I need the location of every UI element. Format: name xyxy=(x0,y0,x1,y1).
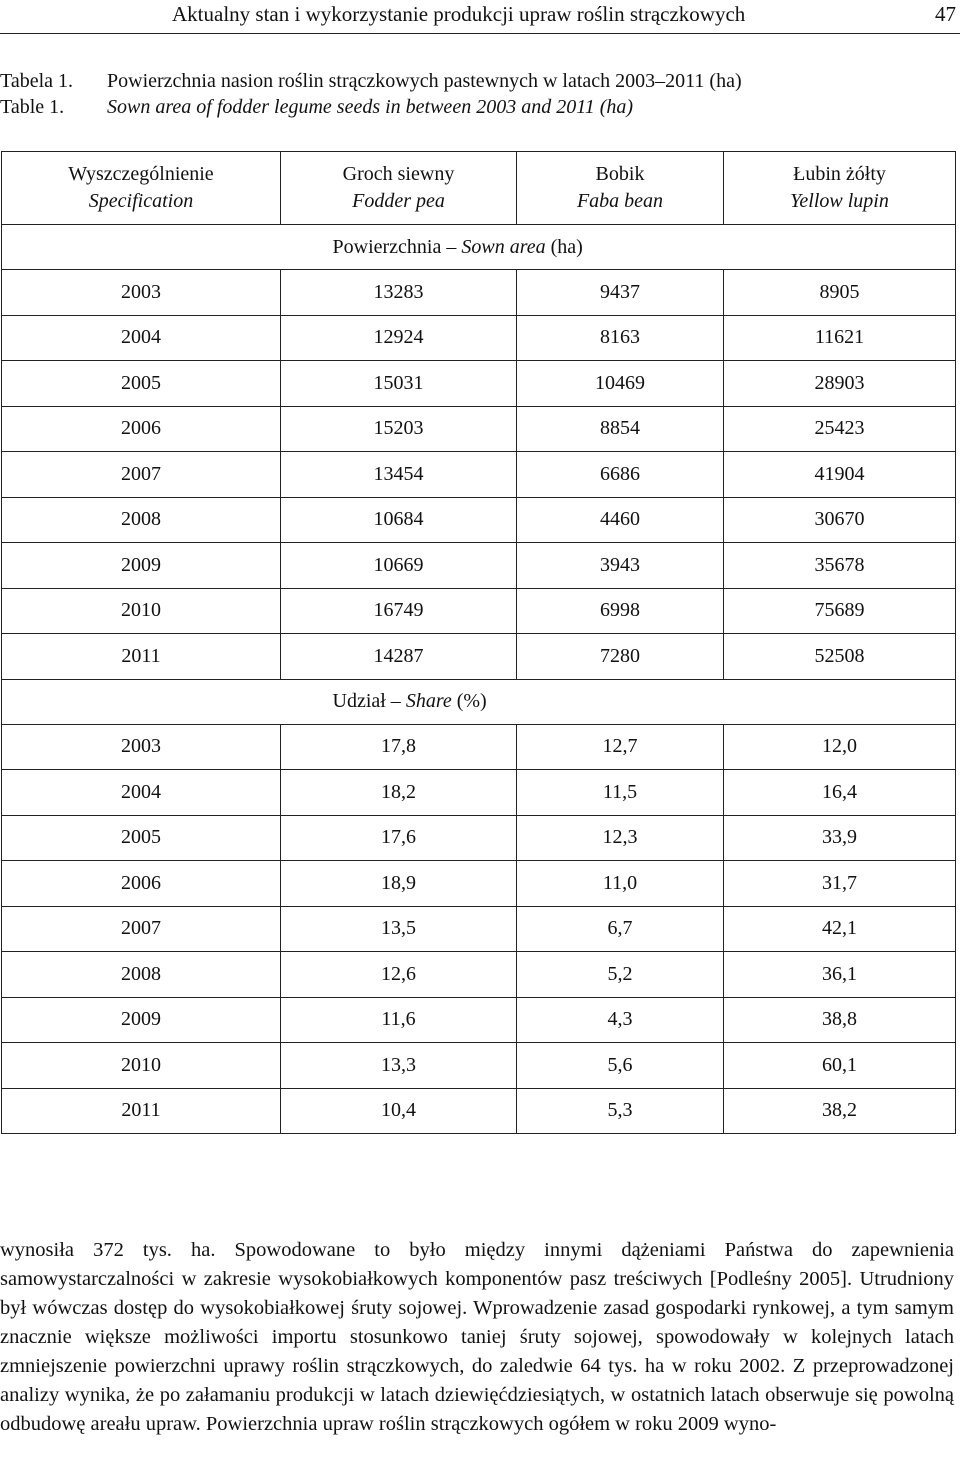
value-cell: 17,6 xyxy=(281,815,517,861)
value-cell: 4460 xyxy=(517,497,724,543)
value-cell: 15031 xyxy=(281,361,517,407)
table-row xyxy=(2,815,956,861)
value-cell: 5,6 xyxy=(517,1043,724,1089)
column-header-pl: Groch siewny xyxy=(342,163,455,185)
table-row xyxy=(2,406,956,452)
year-cell: 2008 xyxy=(2,952,281,998)
value-cell: 17,8 xyxy=(281,724,517,770)
value-cell: 5,3 xyxy=(517,1088,724,1134)
value-cell: 52508 xyxy=(724,634,956,680)
section-title-unit: (%) xyxy=(451,690,487,712)
section-spacer xyxy=(2,679,281,724)
year-cell: 2004 xyxy=(2,315,281,361)
value-cell: 18,2 xyxy=(281,770,517,816)
table-row xyxy=(2,906,956,952)
table-row xyxy=(2,770,956,816)
section-title xyxy=(281,225,956,270)
table-row xyxy=(2,270,956,316)
value-cell: 36,1 xyxy=(724,952,956,998)
value-cell: 6998 xyxy=(517,588,724,634)
year-cell: 2003 xyxy=(2,724,281,770)
table-caption xyxy=(0,68,742,120)
value-cell: 6,7 xyxy=(517,906,724,952)
value-cell: 12,7 xyxy=(517,724,724,770)
value-cell: 16749 xyxy=(281,588,517,634)
section-title-en: Sown area xyxy=(461,235,546,258)
year-cell: 2010 xyxy=(2,588,281,634)
table-row xyxy=(2,452,956,498)
year-cell: 2009 xyxy=(2,543,281,589)
value-cell: 11,5 xyxy=(517,770,724,816)
value-cell: 13,3 xyxy=(281,1043,517,1089)
value-cell: 8854 xyxy=(517,406,724,452)
value-cell: 7280 xyxy=(517,634,724,680)
table-row xyxy=(2,361,956,407)
running-header xyxy=(0,0,960,34)
value-cell: 31,7 xyxy=(724,861,956,907)
column-header-en: Fodder pea xyxy=(352,190,445,212)
value-cell: 8905 xyxy=(724,270,956,316)
year-cell: 2005 xyxy=(2,815,281,861)
value-cell: 25423 xyxy=(724,406,956,452)
column-header xyxy=(517,152,724,225)
value-cell: 11,6 xyxy=(281,997,517,1043)
year-cell: 2006 xyxy=(2,861,281,907)
section-title-en: Share xyxy=(405,690,452,712)
value-cell: 75689 xyxy=(724,588,956,634)
value-cell: 6686 xyxy=(517,452,724,498)
section-title-pl: Powierzchnia – xyxy=(332,235,462,258)
value-cell: 9437 xyxy=(517,270,724,316)
value-cell: 13454 xyxy=(281,452,517,498)
value-cell: 11,0 xyxy=(517,861,724,907)
table-row xyxy=(2,952,956,998)
year-cell: 2011 xyxy=(2,634,281,680)
value-cell: 12924 xyxy=(281,315,517,361)
value-cell: 15203 xyxy=(281,406,517,452)
caption-text-pl: Powierzchnia nasion roślin strączkowych pastewnych w latach 2003–2011 (ha) xyxy=(107,70,742,92)
value-cell: 13,5 xyxy=(281,906,517,952)
value-cell: 16,4 xyxy=(724,770,956,816)
caption-text-en: Sown area of fodder legume seeds in between 2003 and 2011 (ha) xyxy=(107,96,634,118)
value-cell: 4,3 xyxy=(517,997,724,1043)
value-cell: 10684 xyxy=(281,497,517,543)
value-cell: 10669 xyxy=(281,543,517,589)
value-cell: 3943 xyxy=(517,543,724,589)
value-cell: 14287 xyxy=(281,634,517,680)
value-cell: 11621 xyxy=(724,315,956,361)
value-cell: 13283 xyxy=(281,270,517,316)
year-cell: 2008 xyxy=(2,497,281,543)
value-cell: 10,4 xyxy=(281,1088,517,1134)
section-title xyxy=(281,679,956,724)
table-row xyxy=(2,1088,956,1134)
table-row xyxy=(2,543,956,589)
column-header-pl: Bobik xyxy=(595,163,645,185)
running-title: Aktualny stan i wykorzystanie produkcji upraw roślin strączkowych xyxy=(172,2,746,26)
year-cell: 2005 xyxy=(2,361,281,407)
value-cell: 38,8 xyxy=(724,997,956,1043)
data-table xyxy=(1,151,956,1134)
body-paragraph-text: wynosiła 372 tys. ha. Spowodowane to było między innymi dążeniami Państwa do zapewnienia samowystarczalności w zakresie wysokobiałkowych komponentów pasz treściwych [Podleśny 2005]. Utrudniony był wówczas dostęp do wysokobiałkowej śruty sojowej. Wprowadzenie zasad gospodarki rynkowej, a tym samym znacznie większe możliwości importu stosunkowo taniej śruty sojowej, spowodowały w kolejnych latach zmniejszenie powierzchni uprawy roślin strączkowych, do zaledwie 64 tys. ha w roku 2002. Z przeprowadzonej analizy wynika, że po załamaniu produkcji w latach dziewięćdziesiątych, w ostatnich latach obserwuje się powolną odbudowę areału upraw. Powierzchnia upraw roślin strączkowych ogółem w roku 2009 wyno- xyxy=(0,1239,954,1435)
value-cell: 12,3 xyxy=(517,815,724,861)
value-cell: 42,1 xyxy=(724,906,956,952)
year-cell: 2003 xyxy=(2,270,281,316)
year-cell: 2011 xyxy=(2,1088,281,1134)
section-spacer xyxy=(2,225,281,270)
table-row xyxy=(2,861,956,907)
column-header-pl: Wyszczególnienie xyxy=(68,163,214,185)
value-cell: 30670 xyxy=(724,497,956,543)
column-header-en: Faba bean xyxy=(576,190,664,212)
section-row xyxy=(2,225,956,270)
column-header-pl: Łubin żółty xyxy=(793,163,886,185)
table-row xyxy=(2,634,956,680)
value-cell: 5,2 xyxy=(517,952,724,998)
year-cell: 2009 xyxy=(2,997,281,1043)
table-row xyxy=(2,997,956,1043)
value-cell: 10469 xyxy=(517,361,724,407)
section-title-pl: Udział – xyxy=(332,690,406,712)
table-header-row xyxy=(2,152,956,225)
value-cell: 12,6 xyxy=(281,952,517,998)
value-cell: 12,0 xyxy=(724,724,956,770)
page-number: 47 xyxy=(935,2,956,26)
column-header-en: Specification xyxy=(88,190,194,212)
section-title-unit: (ha) xyxy=(545,235,583,258)
caption-label-pl: Tabela 1. xyxy=(0,70,74,92)
table-row xyxy=(2,315,956,361)
section-row xyxy=(2,679,956,724)
column-header-en: Yellow lupin xyxy=(790,190,889,212)
column-header xyxy=(724,152,956,225)
year-cell: 2007 xyxy=(2,452,281,498)
table-row xyxy=(2,497,956,543)
year-cell: 2007 xyxy=(2,906,281,952)
caption-label-en: Table 1. xyxy=(0,96,65,118)
value-cell: 33,9 xyxy=(724,815,956,861)
value-cell: 41904 xyxy=(724,452,956,498)
value-cell: 18,9 xyxy=(281,861,517,907)
table-row xyxy=(2,588,956,634)
value-cell: 35678 xyxy=(724,543,956,589)
year-cell: 2004 xyxy=(2,770,281,816)
table-row xyxy=(2,1043,956,1089)
year-cell: 2010 xyxy=(2,1043,281,1089)
column-header xyxy=(2,152,281,225)
value-cell: 28903 xyxy=(724,361,956,407)
value-cell: 38,2 xyxy=(724,1088,956,1134)
value-cell: 8163 xyxy=(517,315,724,361)
value-cell: 60,1 xyxy=(724,1043,956,1089)
table-row xyxy=(2,724,956,770)
body-paragraph xyxy=(0,1236,954,1439)
column-header xyxy=(281,152,517,225)
year-cell: 2006 xyxy=(2,406,281,452)
